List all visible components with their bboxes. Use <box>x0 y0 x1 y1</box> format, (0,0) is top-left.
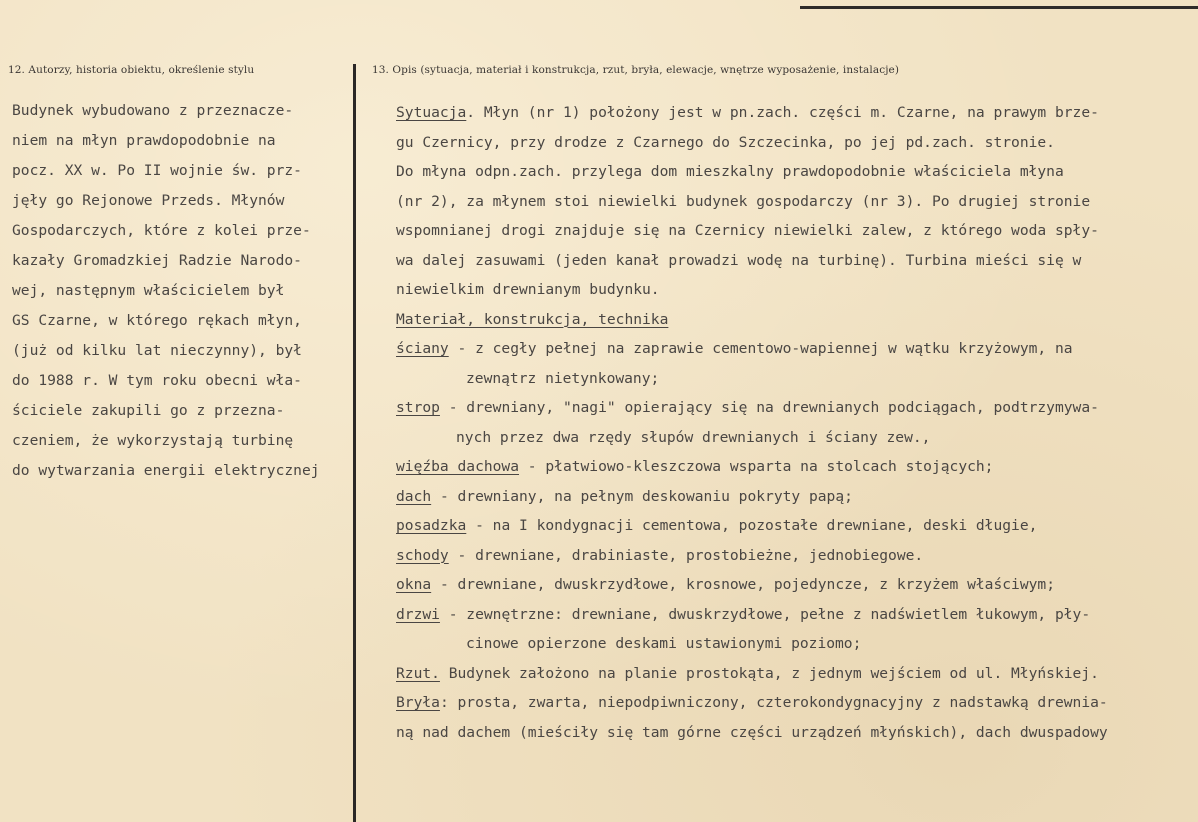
rzut-text: Budynek założono na planie prostokąta, z jednym wejściem od ul. Młyńskiej. <box>439 664 1099 682</box>
rzut-label: Rzut. <box>396 664 440 682</box>
material-heading: Materiał, konstrukcja, technika <box>396 310 669 328</box>
sytuacja-line <box>396 98 1196 128</box>
item-floor <box>396 511 1196 541</box>
item-text: - drewniany, "nagi" opierający się na drewnianych podciągach, podtrzymywa- <box>439 399 1099 416</box>
item-text: - drewniane, drabiniaste, prostobieżne, jednobiegowe. <box>448 546 924 564</box>
item-label: posadzka <box>396 517 467 534</box>
sytuacja-text: . Młyn (nr 1) położony jest w pn.zach. części m. Czarne, na prawym brze- <box>466 104 1099 121</box>
history-line: wej, następnym właścicielem był <box>12 282 285 299</box>
description-text-column <box>396 98 1196 747</box>
item-windows <box>396 570 1196 600</box>
history-line: pocz. XX w. Po II wojnie św. prz- <box>12 162 302 179</box>
history-text-column <box>12 96 352 486</box>
item-label: ściany <box>396 340 449 357</box>
item-continuation: zewnątrz nietynkowany; <box>466 369 660 387</box>
item-text: - płatwiowo-kleszczowa wsparta na stolcach stojących; <box>519 458 994 475</box>
sytuacja-line: wspomnianej drogi znajduje się na Czernicy niewielki zalew, z którego woda spły- <box>396 222 1099 239</box>
history-line: kazały Gromadzkiej Radzie Narodo- <box>12 252 302 269</box>
item-ceiling <box>396 393 1196 423</box>
history-line: ściciele zakupili go z przezna- <box>12 402 285 419</box>
sytuacja-line: wa dalej zasuwami (jeden kanał prowadzi wodę na turbinę). Turbina mieści się w <box>396 251 1082 269</box>
item-roof <box>396 482 1196 512</box>
item-doors <box>396 600 1196 630</box>
section-12-heading: 12. Autorzy, historia obiektu, określenie stylu <box>8 64 255 76</box>
item-text: - drewniany, na pełnym deskowaniu pokryty papą; <box>431 487 853 505</box>
sytuacja-line: gu Czernicy, przy drodze z Czarnego do Szczecinka, po jej pd.zach. stronie. <box>396 133 1055 151</box>
item-label: dach <box>396 487 432 505</box>
item-text: - z cegły pełnej na zaprawie cementowo-wapiennej w wątku krzyżowym, na <box>448 340 1073 357</box>
bryla-label: Bryła <box>396 694 440 711</box>
sytuacja-line: Do młyna odpn.zach. przylega dom mieszkalny prawdopodobnie właściciela młyna <box>396 163 1064 180</box>
material-heading-line <box>396 305 1196 335</box>
item-label: więźba dachowa <box>396 458 520 475</box>
item-continuation: cinowe opierzone deskami ustawionymi poziomo; <box>466 635 862 652</box>
sytuacja-line: niewielkim drewnianym budynku. <box>396 281 660 298</box>
history-line: do wytwarzania energii elektrycznej <box>12 462 320 479</box>
item-text: - drewniane, dwuskrzydłowe, krosnowe, pojedyncze, z krzyżem właściwym; <box>431 576 1055 593</box>
sytuacja-label: Sytuacja <box>396 104 467 121</box>
section-13-heading: 13. Opis (sytuacja, materiał i konstrukcja, rzut, bryła, elewacje, wnętrze wyposażenie, instalacje) <box>372 64 900 76</box>
item-label: drzwi <box>396 605 440 623</box>
history-line: Budynek wybudowano z przeznacze- <box>12 102 294 119</box>
item-label: schody <box>396 546 449 564</box>
history-line: niem na młyn prawdopodobnie na <box>12 132 276 149</box>
top-border-mark <box>800 6 1198 9</box>
bryla-line <box>396 688 1196 718</box>
item-text: - na I kondygnacji cementowa, pozostałe drewniane, deski długie, <box>466 517 1038 534</box>
history-line: (już od kilku lat nieczynny), był <box>12 342 302 359</box>
item-label: strop <box>396 399 440 416</box>
item-label: okna <box>396 576 432 593</box>
item-walls <box>396 334 1196 364</box>
item-stairs <box>396 541 1196 571</box>
item-text: - zewnętrzne: drewniane, dwuskrzydłowe, pełne z nadświetlem łukowym, pły- <box>439 605 1091 623</box>
history-line: jęły go Rejonowe Przeds. Młynów <box>12 192 285 209</box>
bryla-continuation: ną nad dachem (mieściły się tam górne części urządzeń młyńskich), dach dwuspadowy <box>396 723 1108 741</box>
history-line: Gospodarczych, które z kolei prze- <box>12 222 311 239</box>
rzut-line <box>396 659 1196 689</box>
history-line: czeniem, że wykorzystają turbinę <box>12 432 294 449</box>
item-continuation: nych przez dwa rzędy słupów drewnianych i ściany zew., <box>456 428 931 446</box>
history-line: do 1988 r. W tym roku obecni wła- <box>12 372 302 389</box>
item-roof-truss <box>396 452 1196 482</box>
history-line: GS Czarne, w którego rękach młyn, <box>12 312 302 329</box>
column-divider <box>353 64 356 822</box>
sytuacja-line: (nr 2), za młynem stoi niewielki budynek gospodarczy (nr 3). Po drugiej stronie <box>396 192 1091 210</box>
bryla-text: : prosta, zwarta, niepodpiwniczony, czterokondygnacyjny z nadstawką drewnia- <box>439 694 1108 711</box>
